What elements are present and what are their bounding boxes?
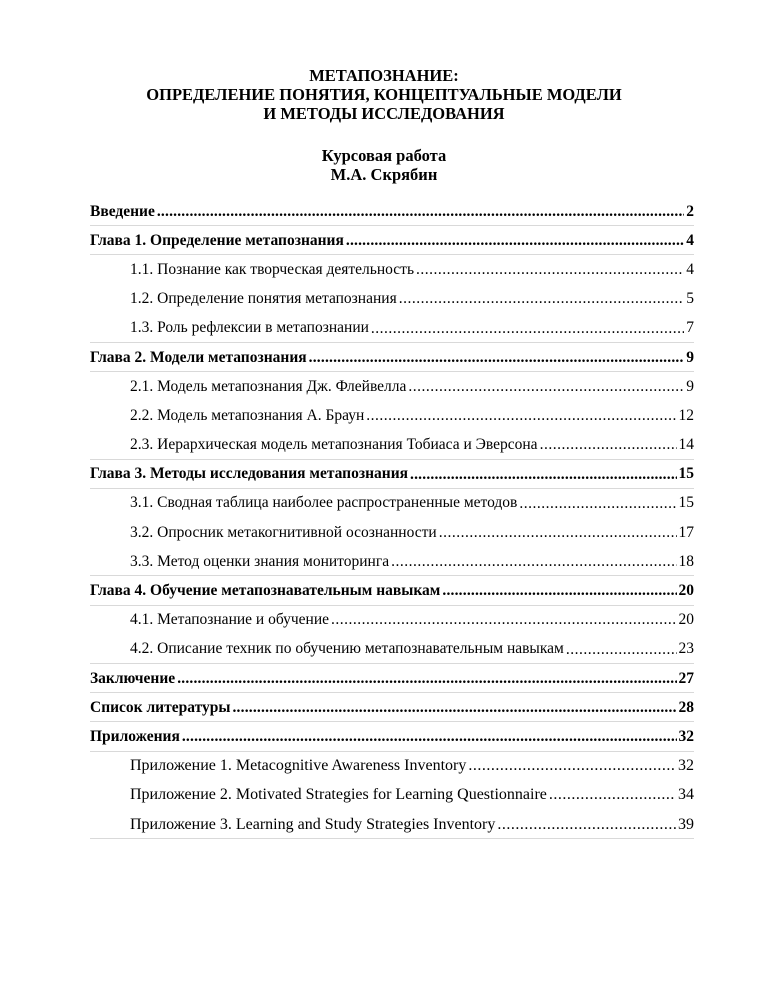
toc-entry-title: 3.3. Метод оценки знания мониторинга (130, 552, 390, 570)
toc-page-number: 12 (678, 406, 694, 424)
title-line-3: И МЕТОДЫ ИССЛЕДОВАНИЯ (263, 104, 505, 123)
toc-page-number: 5 (686, 290, 694, 308)
toc-section-entry[interactable] (90, 752, 694, 781)
toc-section-entry[interactable] (90, 401, 694, 430)
toc-entry-title: Приложение 2. Motivated Strategies for Learning Questionnaire (130, 786, 547, 804)
toc-page-number: 39 (678, 815, 694, 833)
toc-chapter-entry[interactable] (90, 664, 694, 693)
toc-entry-title: 4.2. Описание техник по обучению метапознавательным навыкам (130, 640, 564, 658)
toc-dot-leader (391, 554, 676, 570)
toc-dot-leader (399, 291, 685, 307)
toc-page-number: 23 (678, 640, 694, 658)
toc-dot-leader (468, 758, 676, 774)
toc-page-number: 32 (678, 727, 694, 745)
toc-section-entry[interactable] (90, 372, 694, 401)
toc-page-number: 34 (678, 786, 694, 804)
toc-page-number: 20 (678, 611, 694, 629)
toc-entry-title: Приложение 3. Learning and Study Strategies Inventory (130, 815, 496, 833)
toc-entry-title: 2.1. Модель метапознания Дж. Флейвелла (130, 377, 407, 395)
toc-entry-title: 1.2. Определение понятия метапознания (130, 290, 397, 308)
toc-dot-leader (439, 525, 677, 541)
toc-section-entry[interactable] (90, 489, 694, 518)
toc-section-entry[interactable] (90, 431, 694, 460)
toc-chapter-entry[interactable] (90, 722, 694, 751)
toc-dot-leader (519, 496, 676, 512)
toc-entry-title: 2.3. Иерархическая модель метапознания Тобиаса и Эверсона (130, 436, 538, 454)
toc-section-entry[interactable] (90, 810, 694, 839)
toc-entry-title: Заключение (90, 669, 176, 687)
document-title (0, 66, 768, 123)
toc-page-number: 27 (678, 669, 694, 687)
document-subtitle (0, 146, 768, 184)
toc-section-entry[interactable] (90, 314, 694, 343)
toc-chapter-entry[interactable] (90, 460, 694, 489)
toc-chapter-entry[interactable] (90, 343, 694, 372)
toc-dot-leader (497, 817, 676, 833)
work-type: Курсовая работа (321, 146, 447, 165)
toc-dot-leader (408, 379, 684, 395)
toc-page-number: 14 (678, 436, 694, 454)
toc-page-number: 17 (678, 523, 694, 541)
toc-entry-title: Глава 1. Определение метапознания (90, 231, 344, 249)
toc-section-entry[interactable] (90, 255, 694, 284)
toc-dot-leader (410, 467, 676, 483)
toc-dot-leader (371, 321, 684, 337)
toc-section-entry[interactable] (90, 635, 694, 664)
toc-dot-leader (540, 437, 677, 453)
toc-section-entry[interactable] (90, 518, 694, 547)
table-of-contents (90, 197, 694, 839)
toc-page-number: 9 (686, 377, 694, 395)
toc-dot-leader (309, 350, 685, 366)
toc-page-number: 20 (678, 582, 694, 600)
author-name: М.А. Скрябин (330, 165, 438, 184)
toc-chapter-entry[interactable] (90, 693, 694, 722)
toc-section-entry[interactable] (90, 606, 694, 635)
toc-chapter-entry[interactable] (90, 197, 694, 226)
toc-page-number: 4 (686, 231, 694, 249)
title-line-1: МЕТАПОЗНАНИЕ: (309, 66, 459, 85)
toc-entry-title: Приложения (90, 727, 180, 745)
toc-chapter-entry[interactable] (90, 576, 694, 605)
toc-dot-leader (182, 729, 677, 745)
toc-entry-title: 1.3. Роль рефлексии в метапознании (130, 319, 369, 337)
toc-entry-title: 2.2. Модель метапознания А. Браун (130, 406, 365, 424)
toc-dot-leader (549, 787, 676, 803)
toc-section-entry[interactable] (90, 547, 694, 576)
toc-page-number: 2 (686, 202, 694, 220)
toc-dot-leader (416, 262, 684, 278)
toc-page-number: 28 (678, 698, 694, 716)
toc-page-number: 15 (678, 494, 694, 512)
toc-entry-title: 3.2. Опросник метакогнитивной осознанности (130, 523, 437, 541)
toc-entry-title: 1.1. Познание как творческая деятельность (130, 260, 415, 278)
toc-dot-leader (366, 408, 676, 424)
toc-dot-leader (232, 700, 676, 716)
toc-entry-title: Введение (90, 202, 155, 220)
toc-dot-leader (177, 671, 676, 687)
toc-entry-title: Глава 2. Модели метапознания (90, 348, 307, 366)
toc-page-number: 9 (686, 348, 694, 366)
toc-dot-leader (442, 583, 676, 599)
toc-dot-leader (346, 233, 684, 249)
toc-page-number: 18 (678, 552, 694, 570)
toc-page-number: 4 (686, 260, 694, 278)
toc-section-entry[interactable] (90, 781, 694, 810)
title-line-2: ОПРЕДЕЛЕНИЕ ПОНЯТИЯ, КОНЦЕПТУАЛЬНЫЕ МОДЕЛИ (146, 85, 622, 104)
toc-entry-title: 4.1. Метапознание и обучение (130, 611, 330, 629)
toc-entry-title: 3.1. Сводная таблица наиболее распространенные методов (130, 494, 518, 512)
toc-entry-title: Список литературы (90, 698, 231, 716)
toc-page-number: 15 (678, 465, 694, 483)
toc-entry-title: Приложение 1. Metacognitive Awareness Inventory (130, 757, 467, 775)
toc-row-divider (90, 838, 694, 839)
toc-dot-leader (566, 642, 677, 658)
toc-page-number: 32 (678, 757, 694, 775)
toc-entry-title: Глава 3. Методы исследования метапознания (90, 465, 409, 483)
toc-dot-leader (157, 204, 684, 220)
toc-entry-title: Глава 4. Обучение метапознавательным навыкам (90, 582, 441, 600)
toc-section-entry[interactable] (90, 285, 694, 314)
toc-page-number: 7 (686, 319, 694, 337)
toc-chapter-entry[interactable] (90, 226, 694, 255)
toc-dot-leader (331, 612, 676, 628)
